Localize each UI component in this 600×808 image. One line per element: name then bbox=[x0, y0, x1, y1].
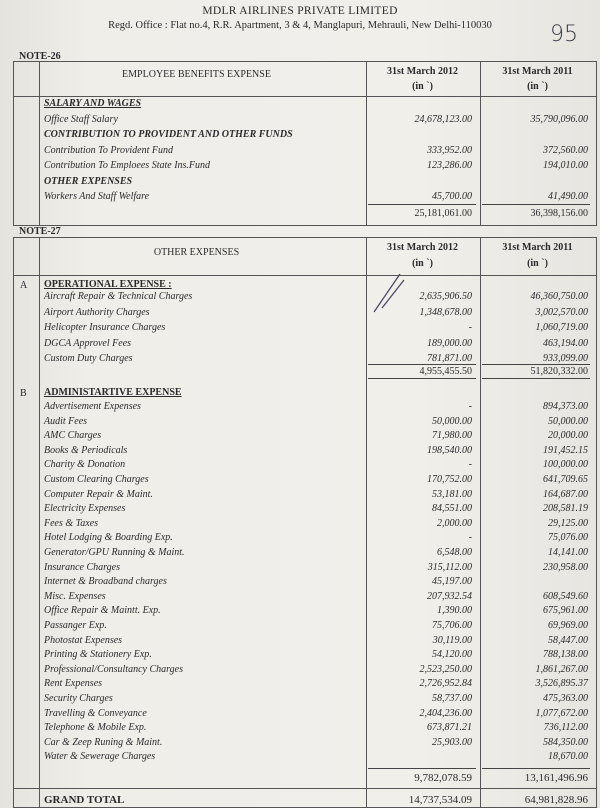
note26-col2-unit: (in `) bbox=[527, 81, 548, 92]
row-value-2012: 84,551.00 bbox=[432, 503, 472, 515]
row-value-2012: 315,112.00 bbox=[427, 561, 472, 573]
row-label: Professional/Consultancy Charges bbox=[44, 663, 183, 675]
section-b-total-2012: 9,782,078.59 bbox=[414, 772, 472, 784]
row-label: Audit Fees bbox=[44, 415, 88, 427]
row-value-2011: 18,670.00 bbox=[548, 751, 588, 763]
note26-total-2012: 25,181,061.00 bbox=[414, 208, 472, 219]
row-value-2011: 788,138.00 bbox=[543, 649, 588, 661]
row-label: Fees & Taxes bbox=[44, 517, 99, 529]
section-b-title: ADMINISTARTIVE EXPENSE bbox=[44, 387, 182, 398]
row-label: Charity & Donation bbox=[44, 459, 126, 471]
row-value-2012: - bbox=[468, 322, 472, 333]
row-label: Books & Periodicals bbox=[44, 444, 128, 456]
row-value-2012: 673,871.21 bbox=[427, 722, 472, 734]
row-value-2011: 894,373.00 bbox=[543, 401, 588, 412]
row-label: CONTRIBUTION TO PROVIDENT AND OTHER FUNDS bbox=[44, 129, 293, 140]
row-label: SALARY AND WAGES bbox=[44, 98, 142, 109]
section-b-total-2011: 13,161,496.96 bbox=[524, 772, 588, 784]
row-value-2012: 45,197.00 bbox=[432, 576, 472, 588]
row-label: Office Repair & Maintt. Exp. bbox=[44, 605, 161, 617]
row-value-2012: 1,348,678.00 bbox=[419, 306, 472, 318]
row-value-2012: 207,932.54 bbox=[427, 590, 472, 602]
row-label: DGCA Approvel Fees bbox=[44, 337, 132, 349]
row-value-2011: 35,790,096.00 bbox=[530, 113, 588, 125]
row-value-2011: 608,549.60 bbox=[543, 590, 588, 602]
note26-col1-unit: (in `) bbox=[412, 81, 433, 92]
row-value-2012: 781,871.00 bbox=[427, 353, 472, 364]
row-value-2011: 3,002,570.00 bbox=[535, 306, 588, 318]
row-value-2011: 475,363.00 bbox=[543, 693, 588, 704]
note27-title: OTHER EXPENSES bbox=[153, 247, 240, 258]
row-value-2012: 123,286.00 bbox=[427, 160, 472, 171]
row-value-2012: 170,752.00 bbox=[427, 474, 472, 485]
row-value-2012: 25,903.00 bbox=[432, 736, 472, 748]
row-value-2011: 3,526,895.37 bbox=[535, 678, 588, 690]
note26-title: EMPLOYEE BENEFITS EXPENSE bbox=[122, 69, 271, 80]
row-value-2011: 41,490.00 bbox=[548, 191, 588, 202]
row-label: Computer Repair & Maint. bbox=[44, 488, 153, 500]
row-value-2012: 2,523,250.00 bbox=[419, 663, 472, 675]
row-value-2011: 14,141.00 bbox=[548, 547, 588, 558]
row-label: Misc. Expenses bbox=[44, 590, 106, 602]
row-label: Electricity Expenses bbox=[44, 503, 126, 515]
grand-total-2012: 14,737,534.09 bbox=[408, 794, 472, 806]
row-label: Custom Clearing Charges bbox=[44, 474, 149, 485]
row-value-2011: 164,687.00 bbox=[543, 488, 588, 500]
row-value-2011: 100,000.00 bbox=[543, 459, 588, 471]
row-label: Telephone & Mobile Exp. bbox=[44, 722, 147, 734]
row-value-2011: 1,861,267.00 bbox=[535, 663, 588, 675]
note26-label: NOTE-26 bbox=[19, 51, 61, 62]
note26-col1-header: 31st March 2012 bbox=[387, 66, 458, 77]
row-value-2012: 6,548.00 bbox=[437, 547, 472, 558]
row-value-2011: 1,077,672.00 bbox=[535, 707, 588, 719]
row-value-2011: 20,000.00 bbox=[548, 430, 588, 442]
row-value-2011: 736,112.00 bbox=[543, 722, 588, 734]
row-label: Airport Authority Charges bbox=[44, 306, 150, 318]
section-a-letter: A bbox=[20, 280, 28, 291]
row-value-2012: 189,000.00 bbox=[427, 337, 472, 349]
row-value-2012: 50,000.00 bbox=[432, 415, 472, 427]
row-value-2012: - bbox=[468, 532, 472, 544]
row-value-2011: 208,581.19 bbox=[543, 503, 588, 515]
row-value-2012: 53,181.00 bbox=[432, 488, 472, 500]
row-label: Hotel Lodging & Boarding Exp. bbox=[44, 532, 173, 544]
note27-col2-unit: (in `) bbox=[527, 258, 548, 269]
row-label: Workers And Staff Welfare bbox=[44, 191, 150, 202]
row-value-2012: 58,737.00 bbox=[432, 693, 472, 704]
row-value-2011: 194,010.00 bbox=[543, 160, 588, 171]
row-value-2011: 29,125.00 bbox=[548, 517, 588, 529]
row-label: Office Staff Salary bbox=[44, 113, 118, 125]
row-value-2011: 58,447.00 bbox=[548, 634, 588, 646]
pen-tick-mark bbox=[370, 268, 410, 318]
company-name: MDLR AIRLINES PRIVATE LIMITED bbox=[202, 5, 398, 17]
row-label: Travelling & Conveyance bbox=[44, 707, 147, 719]
row-label: Rent Expenses bbox=[44, 678, 103, 690]
row-value-2011: 584,350.00 bbox=[543, 736, 588, 748]
row-label: Generator/GPU Running & Maint. bbox=[44, 547, 185, 558]
row-label: Printing & Stationery Exp. bbox=[44, 649, 152, 661]
row-value-2012: 45,700.00 bbox=[432, 191, 472, 202]
registered-office: Regd. Office : Flat no.4, R.R. Apartment, 3 & 4, Manglapuri, Mehrauli, New Delhi-110030 bbox=[108, 20, 492, 31]
row-value-2011: 463,194.00 bbox=[543, 337, 588, 349]
row-label: Contribution To Emploees State Ins.Fund bbox=[44, 160, 211, 171]
row-label: Advertisement Expenses bbox=[44, 401, 141, 412]
row-value-2011: 230,958.00 bbox=[543, 561, 588, 573]
row-value-2012: 198,540.00 bbox=[427, 444, 472, 456]
grand-total-label: GRAND TOTAL bbox=[44, 794, 125, 806]
note26-total-2011: 36,398,156.00 bbox=[530, 208, 588, 219]
row-value-2012: 333,952.00 bbox=[427, 144, 472, 156]
row-value-2011: 933,099.00 bbox=[543, 353, 588, 364]
row-label: Internet & Broadband charges bbox=[44, 576, 167, 588]
row-label: Aircraft Repair & Technical Charges bbox=[44, 291, 193, 302]
row-value-2012: - bbox=[468, 459, 472, 471]
section-a-total-2012: 4,955,455.50 bbox=[419, 366, 472, 377]
section-a-total-2011: 51,820,332.00 bbox=[530, 366, 588, 377]
section-b-letter: B bbox=[20, 388, 27, 399]
row-value-2011: 675,961.00 bbox=[543, 605, 588, 617]
row-value-2011: 641,709.65 bbox=[543, 474, 588, 485]
row-value-2011: 69,969.00 bbox=[548, 620, 588, 631]
row-value-2012: 54,120.00 bbox=[432, 649, 472, 661]
row-label: Water & Sewerage Charges bbox=[44, 751, 156, 763]
row-value-2011: 191,452.15 bbox=[543, 444, 588, 456]
row-value-2012: 30,119.00 bbox=[432, 634, 472, 646]
row-label: Contribution To Provident Fund bbox=[44, 144, 173, 156]
row-value-2012: 2,000.00 bbox=[437, 517, 472, 529]
row-value-2012: - bbox=[468, 401, 472, 412]
row-label: Photostat Expenses bbox=[44, 634, 123, 646]
note27-col1-header: 31st March 2012 bbox=[387, 242, 458, 253]
row-value-2012: 1,390.00 bbox=[437, 605, 472, 617]
row-label: Passanger Exp. bbox=[44, 620, 107, 631]
note27-col1-unit: (in `) bbox=[412, 258, 433, 269]
row-value-2011: 46,360,750.00 bbox=[530, 291, 588, 302]
row-label: Car & Zeep Runing & Maint. bbox=[44, 736, 163, 748]
row-value-2012: 2,726,952.84 bbox=[419, 678, 472, 690]
section-a-title: OPERATIONAL EXPENSE : bbox=[44, 279, 172, 290]
row-value-2011: 372,560.00 bbox=[543, 144, 588, 156]
row-value-2012: 2,404,236.00 bbox=[419, 707, 472, 719]
note27-label: NOTE-27 bbox=[19, 226, 61, 237]
note27-col2-header: 31st March 2011 bbox=[502, 242, 573, 253]
row-value-2012: 24,678,123.00 bbox=[414, 113, 472, 125]
row-value-2012: 75,706.00 bbox=[432, 620, 472, 631]
row-label: Helicopter Insurance Charges bbox=[44, 322, 166, 333]
row-label: Custom Duty Charges bbox=[44, 353, 133, 364]
row-label: AMC Charges bbox=[44, 430, 102, 442]
row-value-2012: 2,635,906.50 bbox=[419, 291, 472, 302]
note26-col2-header: 31st March 2011 bbox=[502, 66, 573, 77]
handwritten-page-number: 95 bbox=[550, 22, 578, 47]
row-value-2011: 1,060,719.00 bbox=[535, 322, 588, 333]
row-label: OTHER EXPENSES bbox=[44, 175, 133, 187]
row-value-2012: 71,980.00 bbox=[432, 430, 472, 442]
row-value-2011: 50,000.00 bbox=[548, 415, 588, 427]
grand-total-2011: 64,981,828.96 bbox=[524, 794, 588, 806]
row-label: Insurance Charges bbox=[44, 561, 121, 573]
row-label: Security Charges bbox=[44, 693, 113, 704]
row-value-2011: 75,076.00 bbox=[548, 532, 588, 544]
